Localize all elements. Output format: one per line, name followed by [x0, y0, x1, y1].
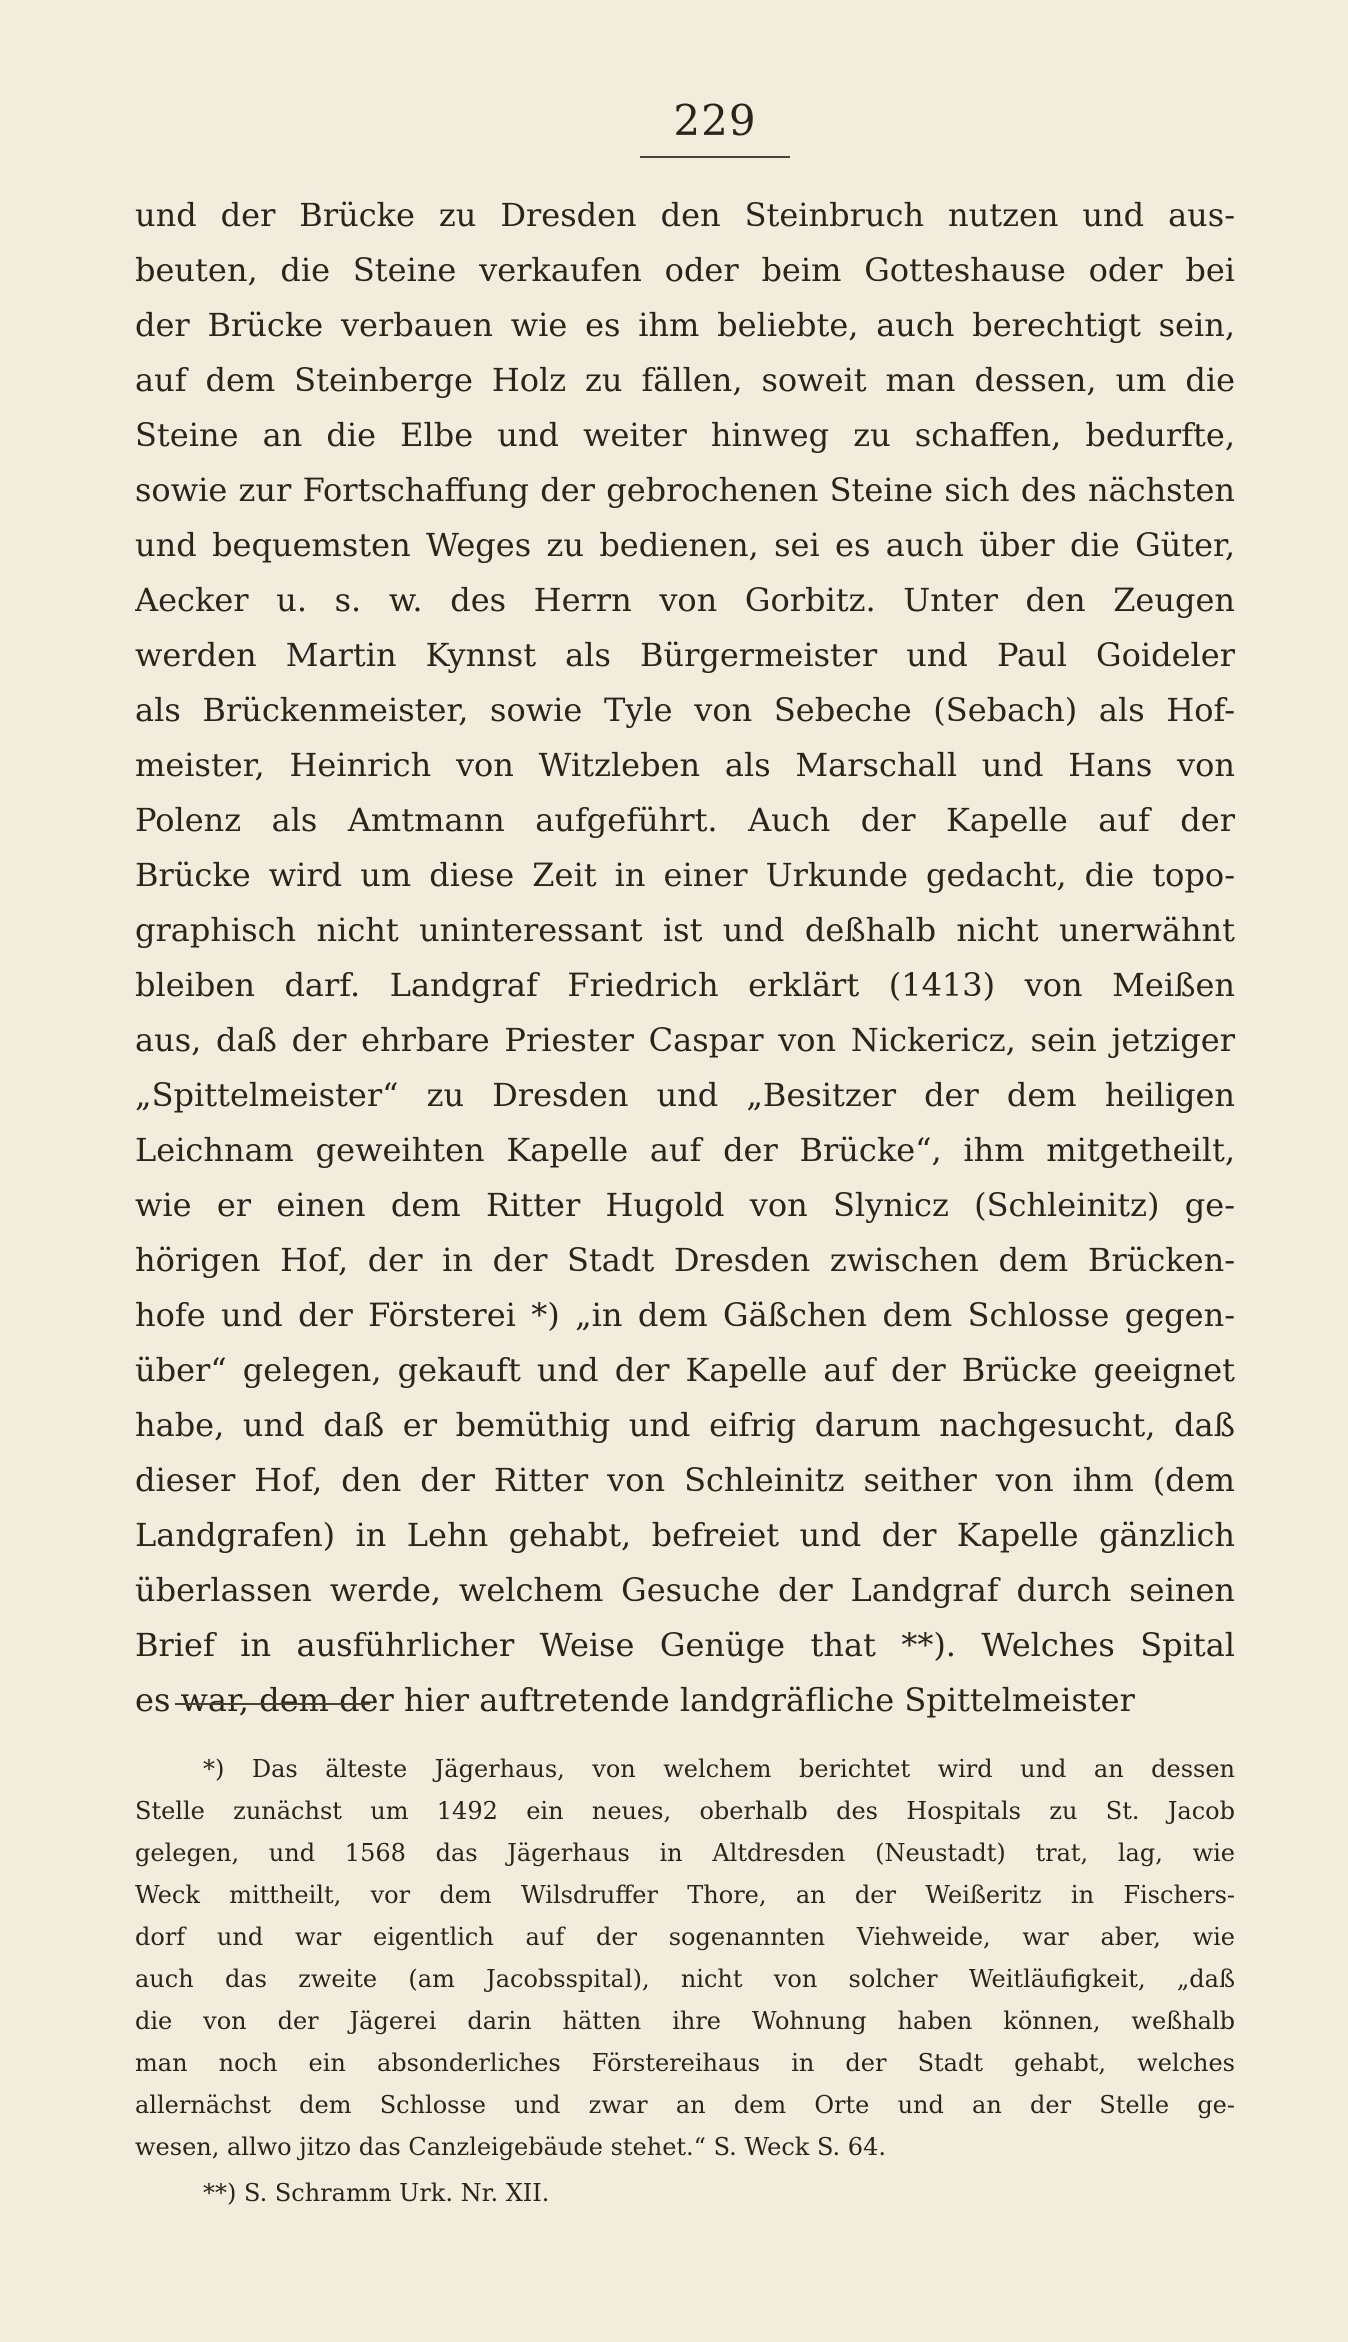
body-line: werden Martin Kynnst als Bürgermeister und Paul Goideler [135, 636, 1235, 674]
body-line: überlassen werde, welchem Gesuche der Landgraf durch seinen [135, 1571, 1235, 1609]
footnote-line: **) S. Schramm Urk. Nr. XII. [203, 2179, 550, 2207]
page-number-rule [640, 156, 790, 158]
body-line: hofe und der Försterei *) „in dem Gäßchen dem Schlosse gegen- [135, 1296, 1235, 1334]
body-line: beuten, die Steine verkaufen oder beim Gotteshause oder bei [135, 251, 1235, 289]
footnote-line: wesen, allwo jitzo das Canzleigebäude stehet.“ S. Weck S. 64. [135, 2133, 886, 2161]
body-line: es war, dem der hier auftretende landgräfliche Spittelmeister [135, 1681, 1135, 1719]
footnotes [135, 1748, 1235, 2214]
body-line: sowie zur Fortschaffung der gebrochenen Steine sich des nächsten [135, 471, 1235, 509]
footnote-line: die von der Jägerei darin hätten ihre Wohnung haben können, weßhalb [135, 2007, 1235, 2035]
footnote-line: *) Das älteste Jägerhaus, von welchem berichtet wird und an dessen [203, 1755, 1235, 1783]
body-line: „Spittelmeister“ zu Dresden und „Besitzer der dem heiligen [135, 1076, 1235, 1114]
body-line: Leichnam geweihten Kapelle auf der Brücke“, ihm mitgetheilt, [135, 1131, 1235, 1169]
body-text [135, 188, 1235, 1728]
body-line: Polenz als Amtmann aufgeführt. Auch der Kapelle auf der [135, 801, 1235, 839]
footnote-line: auch das zweite (am Jacobsspital), nicht von solcher Weitläufigkeit, „daß [135, 1965, 1235, 1993]
body-line: habe, und daß er bemüthig und eifrig darum nachgesucht, daß [135, 1406, 1235, 1444]
page-number: 229 [673, 96, 757, 145]
body-line: und bequemsten Weges zu bedienen, sei es auch über die Güter, [135, 526, 1235, 564]
body-line: und der Brücke zu Dresden den Steinbruch nutzen und aus- [135, 196, 1235, 234]
body-line: als Brückenmeister, sowie Tyle von Sebeche (Sebach) als Hof- [135, 691, 1235, 729]
body-line: Landgrafen) in Lehn gehabt, befreiet und der Kapelle gänzlich [135, 1516, 1235, 1554]
body-line: graphisch nicht uninteressant ist und deßhalb nicht unerwähnt [135, 911, 1235, 949]
footnote-line: man noch ein absonderliches Förstereihaus in der Stadt gehabt, welches [135, 2049, 1235, 2077]
footnote-separator [175, 1703, 370, 1705]
body-line: Steine an die Elbe und weiter hinweg zu schaffen, bedurfte, [135, 416, 1235, 454]
body-line: Brücke wird um diese Zeit in einer Urkunde gedacht, die topo- [135, 856, 1235, 894]
body-line: aus, daß der ehrbare Priester Caspar von Nickericz, sein jetziger [135, 1021, 1235, 1059]
footnote-line: Weck mittheilt, vor dem Wilsdruffer Thore, an der Weißeritz in Fischers- [135, 1881, 1235, 1909]
body-line: der Brücke verbauen wie es ihm beliebte, auch berechtigt sein, [135, 306, 1235, 344]
body-line: Aecker u. s. w. des Herrn von Gorbitz. Unter den Zeugen [135, 581, 1235, 619]
footnote-line: Stelle zunächst um 1492 ein neues, oberhalb des Hospitals zu St. Jacob [135, 1797, 1235, 1825]
body-line: über“ gelegen, gekauft und der Kapelle auf der Brücke geeignet [135, 1351, 1235, 1389]
footnote-line: dorf und war eigentlich auf der sogenannten Viehweide, war aber, wie [135, 1923, 1235, 1951]
footnote-line: gelegen, und 1568 das Jägerhaus in Altdresden (Neustadt) trat, lag, wie [135, 1839, 1235, 1867]
body-line: wie er einen dem Ritter Hugold von Slynicz (Schleinitz) ge- [135, 1186, 1235, 1224]
body-line: meister, Heinrich von Witzleben als Marschall und Hans von [135, 746, 1235, 784]
body-line: dieser Hof, den der Ritter von Schleinitz seither von ihm (dem [135, 1461, 1235, 1499]
body-line: Brief in ausführlicher Weise Genüge that **). Welches Spital [135, 1626, 1235, 1664]
footnote-line: allernächst dem Schlosse und zwar an dem Orte und an der Stelle ge- [135, 2091, 1235, 2119]
body-line: bleiben darf. Landgraf Friedrich erklärt (1413) von Meißen [135, 966, 1235, 1004]
body-line: hörigen Hof, der in der Stadt Dresden zwischen dem Brücken- [135, 1241, 1235, 1279]
body-line: auf dem Steinberge Holz zu fällen, soweit man dessen, um die [135, 361, 1235, 399]
